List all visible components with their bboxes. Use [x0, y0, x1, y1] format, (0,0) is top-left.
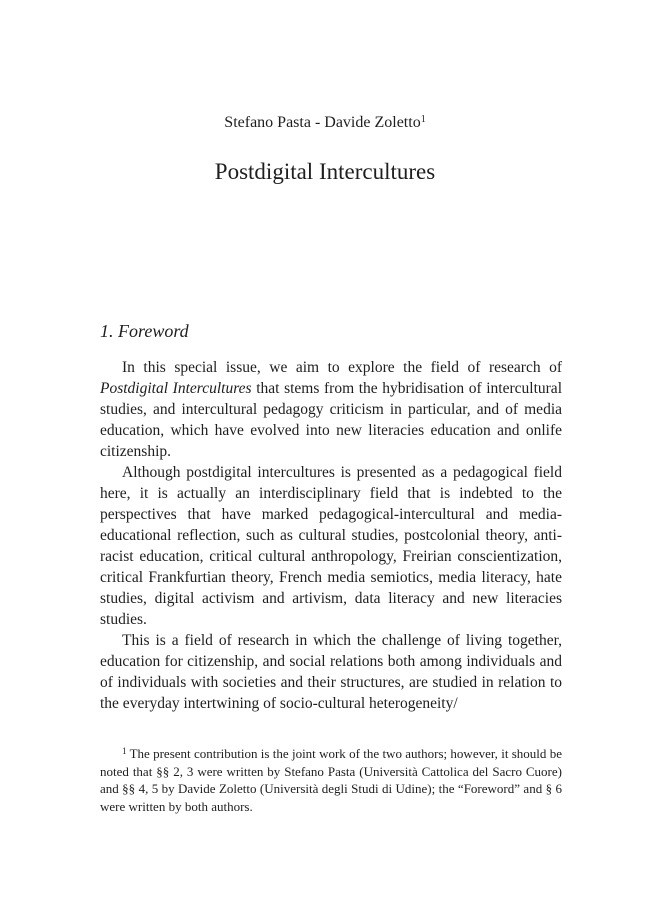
footnote-reference[interactable]: 1 [420, 114, 426, 125]
author-line [0, 113, 650, 133]
section-heading: 1. Foreword [100, 321, 189, 341]
paragraph-1-tail: that stems from the hybridisation of intercultural studies, and intercultural pedagogy criticism in particular, and of media education, which have evolved into new literacies education and onlife citizenship. [100, 380, 562, 460]
article-title: Postdigital Intercultures [214, 159, 436, 184]
footnote-number: 1 [122, 746, 127, 756]
paragraph-1-lead: In this special issue, we aim to explore the field of research of [122, 359, 562, 376]
footnote [100, 745, 562, 815]
paragraph-3: This is a field of research in which the challenge of living together, education for citizenship, and social relations both among individuals and of individuals with societies and their structures, are studied in relation to the everyday intertwining of socio-cultural heterogeneity/ [100, 632, 562, 712]
authors-text: Stefano Pasta - Davide Zoletto [224, 114, 421, 131]
footnote-text: The present contribution is the joint work of the two authors; however, it should be noted that §§ 2, 3 were written by Stefano Pasta (Università Cattolica del Sacro Cuore) and §§ 4, 5 by Davide Zoletto (Università degli Studi di Udine); the “Foreword” and § 6 were written by both authors. [100, 746, 562, 814]
body-text [100, 357, 562, 714]
paragraph-1-emphasis: Postdigital Intercultures [100, 380, 252, 397]
paragraph-2: Although postdigital intercultures is presented as a pedagogical field here, it is actually an interdisciplinary field that is indebted to the perspectives that have marked pedagogical-intercultural and media-educational reflection, such as cultural studies, postcolonial theory, anti-racist education, critical cultural anthropology, Freirian conscientization, critical Frankfurtian theory, French media semiotics, media literacy, hate studies, digital activism and artivism, data literacy and new literacies studies. [100, 464, 562, 628]
paragraph-1 [100, 357, 562, 462]
